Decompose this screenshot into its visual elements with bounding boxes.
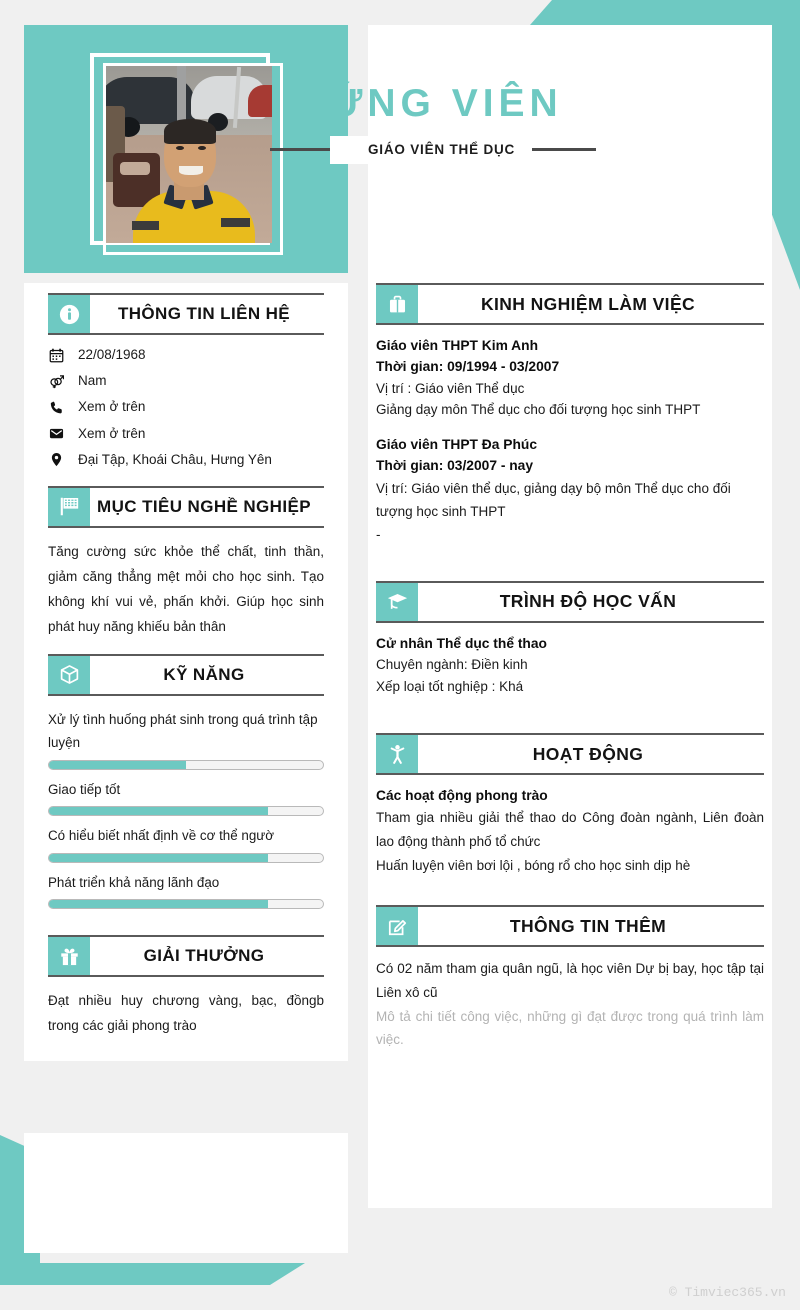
location-pin-icon (48, 452, 65, 467)
additional-body (368, 947, 772, 1056)
contact-row-gender (48, 373, 324, 389)
section-objective-header (48, 486, 324, 528)
job-company: Giáo viên THPT Kim Anh (376, 338, 538, 353)
job-period: Thời gian: 09/1994 - 03/2007 (376, 359, 560, 375)
title-rule-right (532, 148, 596, 151)
activities-subtitle: Các hoạt động phong trào (376, 788, 548, 804)
section-awards-title: GIẢI THƯỞNG (143, 946, 265, 966)
section-education-header (376, 581, 764, 623)
experience-job (376, 335, 764, 421)
objective-text: Tăng cường sức khỏe thể chất, tinh thần, giảm căng thẳng mệt mỏi cho học sinh. Tạo không khí vui vẻ, phấn khởi. Giúp học sinh phát huy năng khiếu bản thân (48, 543, 324, 634)
skill-item (48, 824, 324, 862)
left-column (24, 283, 348, 1061)
education-detail: Xếp loại tốt nghiệp : Khá (376, 678, 524, 694)
section-contact-title: THÔNG TIN LIÊN HỆ (117, 304, 291, 323)
skill-label: Giao tiếp tốt (48, 781, 121, 797)
skill-progress-fill (49, 761, 186, 769)
section-additional-title: THÔNG TIN THÊM (509, 915, 667, 936)
contact-value: Nam (78, 373, 107, 389)
additional-text: Có 02 năm tham gia quân ngũ, là học viên Dự bị bay, học tập tại Liên xô cũ (376, 961, 764, 1000)
education-body (368, 623, 772, 702)
skill-progress-fill (49, 854, 268, 862)
section-skills-header (48, 654, 324, 696)
additional-placeholder: Mô tả chi tiết công việc, những gì đạt được trong quá trình làm việc. (376, 1008, 764, 1048)
skill-item (48, 871, 324, 909)
education-detail: Chuyên ngành: Điền kinh (376, 656, 528, 672)
job-company: Giáo viên THPT Đa Phúc (376, 436, 537, 452)
section-awards-header (48, 935, 324, 977)
job-detail: Giảng dạy môn Thể dục cho đối tượng học sinh THPT (376, 402, 701, 418)
skill-item (48, 778, 324, 816)
skill-item (48, 708, 324, 770)
contact-row-birthday (48, 347, 324, 363)
flag-icon (48, 488, 90, 526)
info-icon (48, 295, 90, 333)
objective-body (24, 528, 348, 644)
skill-progress-bar (48, 853, 324, 863)
section-activities-header (376, 733, 764, 775)
activities-detail: Huấn luyện viên bơi lội , bóng rổ cho học sinh dịp hè (376, 857, 691, 873)
cube-icon (48, 656, 90, 694)
awards-text: Đạt nhiều huy chương vàng, bạc, đồngb trong các giải phong trào (48, 993, 324, 1034)
skill-progress-bar (48, 806, 324, 816)
gender-icon (48, 374, 65, 389)
person-activity-icon (376, 735, 418, 773)
skill-label: Có hiểu biết nhất định về cơ thể ngườ (48, 828, 275, 844)
section-education-title: TRÌNH ĐỘ HỌC VẤN (499, 591, 677, 612)
contact-value: Đại Tập, Khoái Châu, Hưng Yên (78, 451, 272, 467)
skill-progress-bar (48, 899, 324, 909)
skill-progress-fill (49, 900, 268, 908)
job-detail: - (376, 526, 381, 542)
contact-value: Xem ở trên (78, 399, 146, 415)
awards-body (24, 977, 348, 1043)
activities-body (368, 775, 772, 881)
section-activities-title: HOẠT ĐỘNG (532, 743, 644, 764)
photo-frame-inner (103, 63, 283, 255)
right-column (368, 283, 772, 1056)
activities-detail: Tham gia nhiều giải thể thao do Công đoàn ngành, Liên đoàn lao động thành phố tổ chức (376, 810, 764, 850)
decorative-shape-right-strip (772, 0, 800, 290)
job-detail: Vị trí : Giáo viên Thể dục (376, 380, 525, 396)
contact-row-phone (48, 399, 324, 415)
skills-list (24, 696, 348, 921)
contact-row-address (48, 452, 324, 468)
skill-progress-bar (48, 760, 324, 770)
contact-value: 22/08/1968 (78, 347, 146, 362)
skill-label: Xử lý tình huống phát sinh trong quá trình tập luyện (48, 711, 318, 751)
skill-label: Phát triển khả năng lãnh đạo (48, 874, 220, 890)
experience-body (368, 325, 772, 563)
decorative-shape-top-right (530, 0, 800, 25)
left-column-bottom-panel (24, 1133, 348, 1253)
education-degree: Cử nhân Thể dục thể thao (376, 635, 547, 651)
job-detail: Vị trí: Giáo viên thể dục, giảng dạy bộ môn Thể dục cho đối tượng học sinh THPT (376, 480, 731, 520)
section-experience-title: KINH NGHIỆM LÀM VIỆC (480, 293, 696, 314)
section-experience-header (376, 283, 764, 325)
briefcase-icon (376, 285, 418, 323)
title-rule-left (270, 148, 332, 151)
page-title: ỨNG VIÊN (330, 82, 563, 125)
graduation-cap-icon (376, 583, 418, 621)
contact-value: Xem ở trên (78, 425, 146, 441)
job-period: Thời gian: 03/2007 - nay (376, 458, 534, 474)
envelope-icon (48, 426, 65, 441)
section-contact-header (48, 293, 324, 335)
experience-job (376, 434, 764, 546)
section-objective-title: MỤC TIÊU NGHỀ NGHIỆP (97, 496, 311, 516)
section-additional-header (376, 905, 764, 947)
gift-icon (48, 937, 90, 975)
skill-progress-fill (49, 807, 268, 815)
calendar-icon (48, 348, 65, 363)
edit-pencil-icon (376, 907, 418, 945)
section-skills-title: KỸ NĂNG (163, 664, 245, 684)
contact-row-email (48, 426, 324, 442)
contact-list (24, 335, 348, 482)
footer-copyright: © Timviec365.vn (668, 1285, 786, 1300)
phone-icon (48, 400, 65, 415)
job-title: GIÁO VIÊN THỂ DỤC (368, 142, 516, 157)
